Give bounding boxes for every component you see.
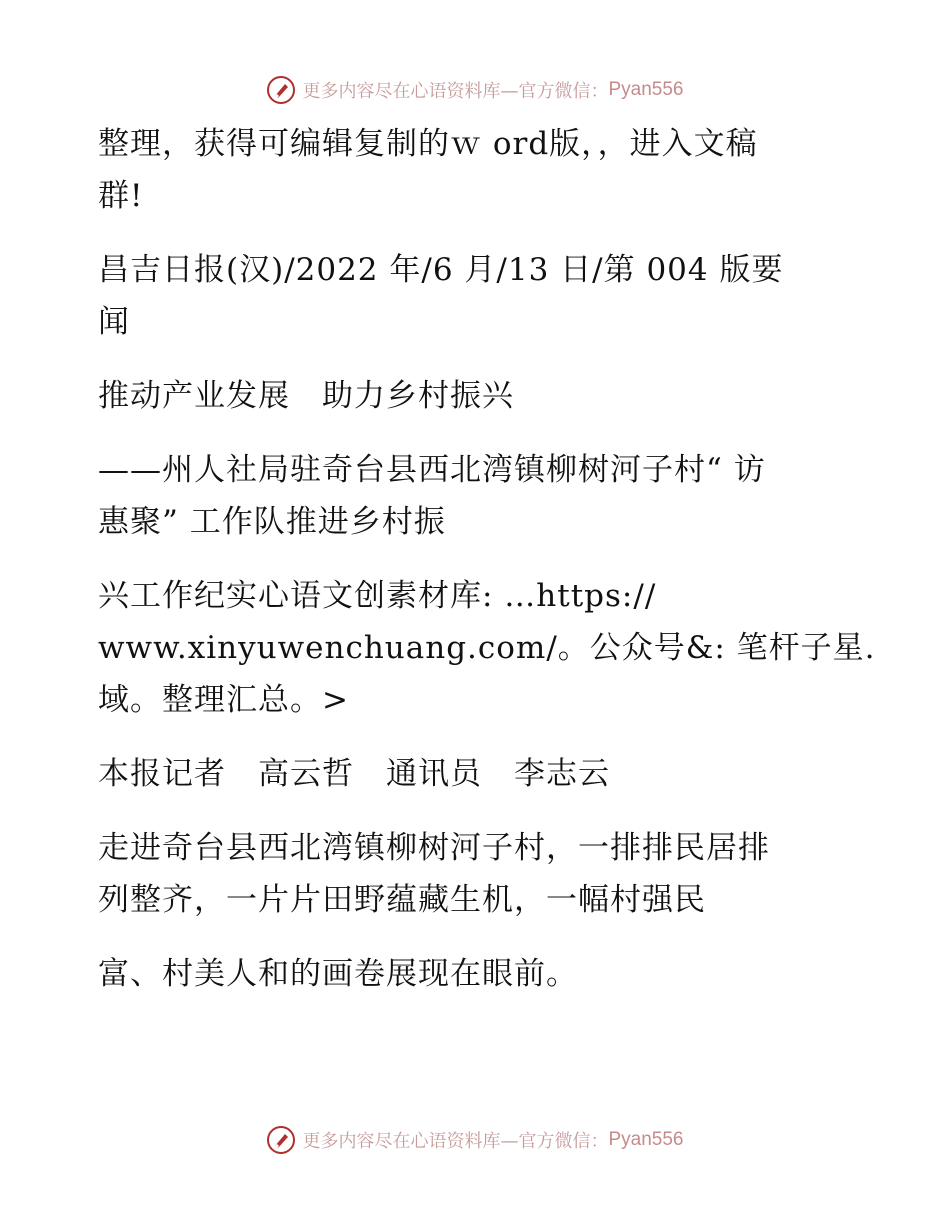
paragraph-body-cont [98,948,858,1000]
text-line: 富、村美人和的画卷展现在眼前。 [98,956,578,992]
article-title [98,370,858,422]
header-banner-id: Pyan556 [608,79,684,100]
text-line: 推动产业发展 助力乡村振兴 [98,378,514,414]
text-line: 兴工作纪实心语文创素材库: …https:// [98,578,657,614]
text-line: 域。整理汇总。> [98,682,349,718]
paragraph-body [98,822,858,926]
text-line: 惠聚” 工作队推进乡村振 [98,504,446,540]
footer-banner-id: Pyan556 [608,1129,684,1150]
header-banner [0,70,950,110]
text-line: 本报记者 高云哲 通讯员 李志云 [98,756,610,792]
text-line: 闻 [98,304,130,340]
article-byline [98,748,858,800]
paragraph-subtitle-cont [98,570,876,726]
footer-banner [0,1120,950,1160]
text-line: 整理，获得可编辑复制的ｗ ord版，，进入文稿 [98,126,758,162]
paragraph-source [98,244,858,348]
text-line: 列整齐，一片片田野蕴藏生机，一幅村强民 [98,882,706,918]
text-line: 走进奇台县西北湾镇柳树河子村，一排排民居排 [98,830,770,866]
pen-nib-logo-icon [266,75,296,105]
text-line: 群! [98,178,144,214]
text-line: www.xinyuwenchuang.com/。公众号&: 笔杆子星. [98,630,876,666]
footer-banner-text: 更多内容尽在心语资料库—官方微信： [302,1131,609,1152]
pen-nib-logo-icon [266,1125,296,1155]
text-line: ——州人社局驻奇台县西北湾镇柳树河子村“ 访 [98,452,766,488]
article-subtitle [98,444,858,548]
header-banner-text: 更多内容尽在心语资料库—官方微信： [302,81,609,102]
paragraph-intro [98,118,858,222]
text-line: 昌吉日报(汉)/2022 年/6 月/13 日/第 004 版要 [98,252,784,288]
document-body [98,118,876,1022]
